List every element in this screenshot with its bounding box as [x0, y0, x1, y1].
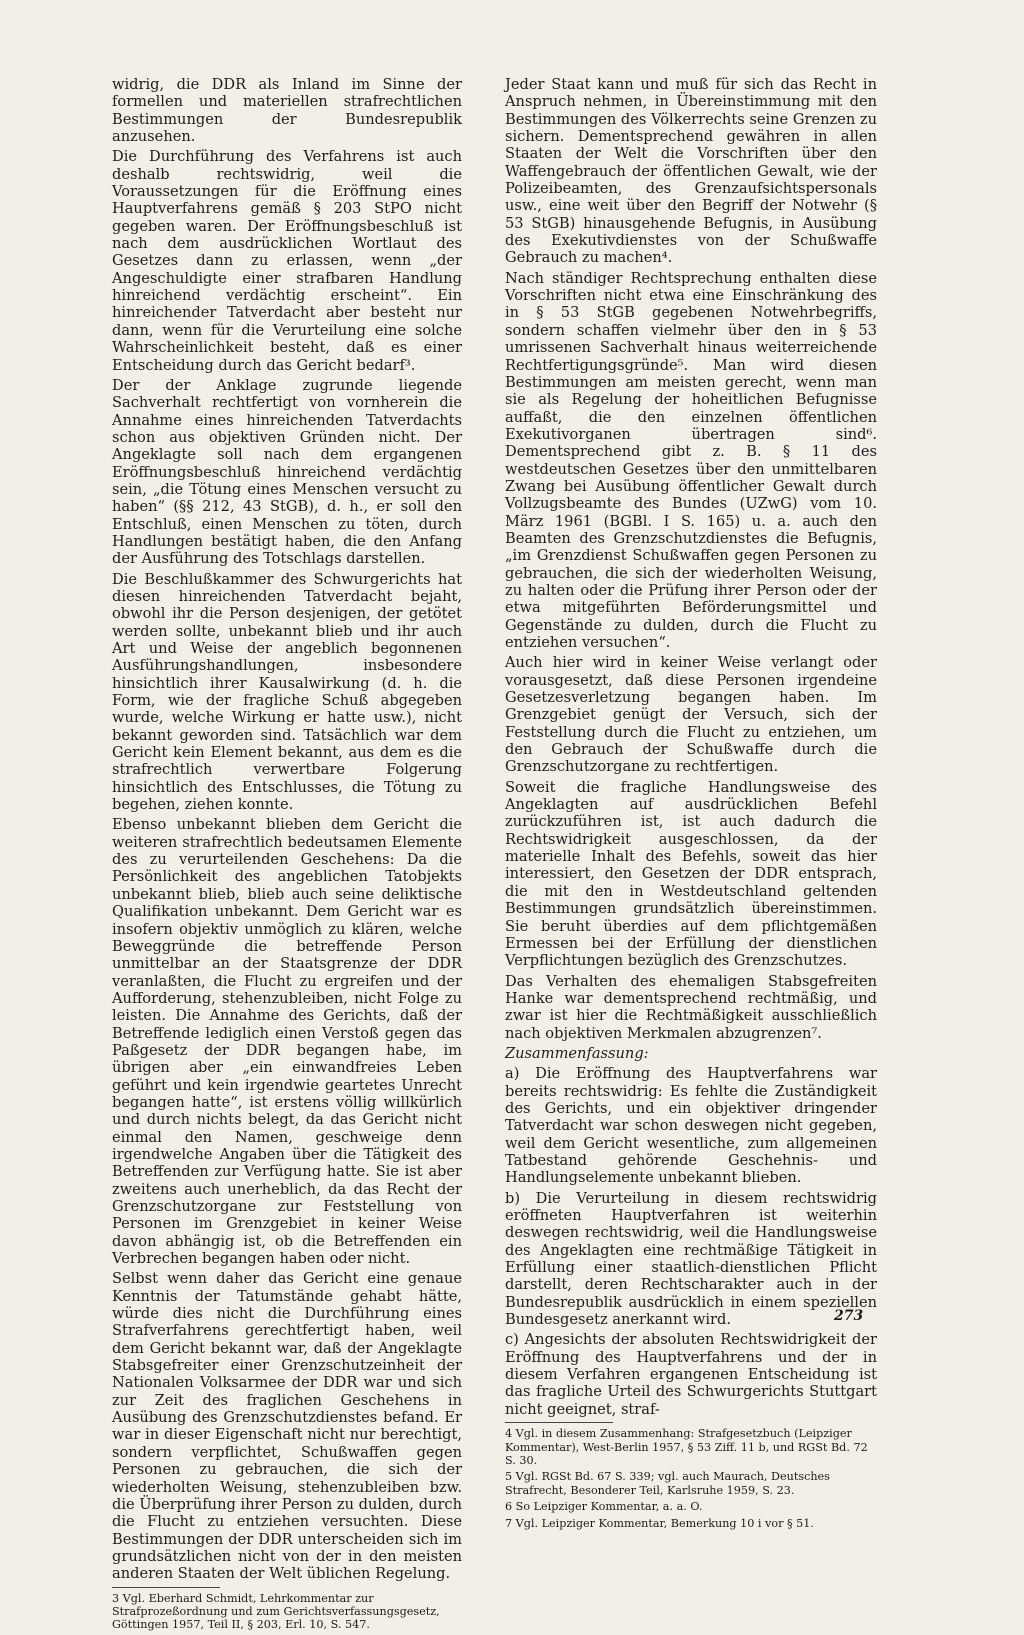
footnote-divider	[112, 1587, 220, 1588]
paragraph: Auch hier wird in keiner Weise verlangt oder vorausgesetzt, daß diese Personen irgendeine Gesetzesverletzung begangen haben. Im Grenzgebiet genügt der Versuch, sich der Feststellung durch die Flucht zu entziehen, um den Gebrauch der Schußwaffe durch die Grenzschutzorgane zu rechtfertigen.	[505, 654, 877, 776]
paragraph: widrig, die DDR als Inland im Sinne der formellen und materiellen strafrechtlichen Bestimmungen der Bundesrepublik anzusehen.	[112, 76, 462, 146]
summary-item: b) Die Verurteilung in diesem rechtswidrig eröffneten Hauptverfahren ist weiterhin deswegen rechtswidrig, weil die Handlungsweise des Angeklagten eine rechtmäßige Tätigkeit in Erfüllung einer staatlich-dienstlichen Pflicht darstellt, deren Rechtscharakter auch in der Bundesrepublik ausdrücklich in einem speziellen Bundesgesetz anerkannt wird.	[505, 1189, 877, 1329]
page-number: 273	[834, 1308, 864, 1324]
paragraph: Nach ständiger Rechtsprechung enthalten diese Vorschriften nicht etwa eine Einschränkung des in § 53 StGB gegebenen Notwehrbegriffs, sondern schaffen vielmehr über den in § 53 umrissenen Sachverhalt hinaus weiterreichende Rechtfertigungsgründe⁵. Man wird diesen Bestimmungen am meisten gerecht, wenn man sie als Regelung der hoheitlichen Befugnisse auffaßt, die den einzelnen öffentlichen Exekutivorganen übertragen sind⁶. Dementsprechend gibt z. B. § 11 des westdeutschen Gesetzes über den unmittelbaren Zwang bei Ausübung öffentlicher Gewalt durch Vollzugsbeamte des Bundes (UZwG) vom 10. März 1961 (BGBl. I S. 165) u. a. auch den Beamten des Grenzschutzdienstes die Befugnis, „im Grenzdienst Schußwaffen gegen Personen zu gebrauchen, die sich der wiederholten Weisung, zu halten oder die Prüfung ihrer Person oder der etwa mitgeführten Beförderungsmittel und Gegenstände zu dulden, durch die Flucht zu entziehen versuchen“.	[505, 269, 877, 651]
paragraph: Das Verhalten des ehemaligen Stabsgefreiten Hanke war dementsprechend rechtmäßig, und zwar ist hier die Rechtmäßigkeit ausschließlich nach objektiven Merkmalen abzugrenzen⁷.	[505, 972, 877, 1042]
summary-item: a) Die Eröffnung des Hauptverfahrens war bereits rechtswidrig: Es fehlte die Zuständigkeit des Gerichts, und ein objektiver dringender Tatverdacht war schon deswegen nicht gegeben, weil dem Gericht wesentliche, zum allgemeinen Tatbestand gehörende Geschehnis- und Handlungselemente unbekannt blieben.	[505, 1065, 877, 1187]
paragraph: Die Beschlußkammer des Schwurgerichts hat diesen hinreichenden Tatverdacht bejaht, obwohl ihr die Person desjenigen, der getötet werden sollte, unbekannt blieb und ihr auch Art und Weise der angeblich begonnenen Ausführungshandlungen, insbesondere hinsichtlich ihrer Kausalwirkung (d. h. die Form, wie der fragliche Schuß abgegeben wurde, welche Wirkung er hatte usw.), nicht bekannt geworden sind. Tatsächlich war dem Gericht kein Element bekannt, aus dem es die strafrechtlich verwertbare Folgerung hinsichtlich des Entschlusses, die Tötung zu begehen, ziehen konnte.	[112, 570, 462, 814]
paragraph: Selbst wenn daher das Gericht eine genaue Kenntnis der Tatumstände gehabt hätte, würde dies nicht die Durchführung eines Strafverfahrens gerechtfertigt haben, weil dem Gericht bekannt war, daß der Angeklagte Stabsgefreiter einer Grenzschutzeinheit der Nationalen Volksarmee der DDR war und sich zur Zeit des fraglichen Geschehens in Ausübung des Grenzschutzdienstes befand. Er war in dieser Eigenschaft nicht nur berechtigt, sondern verpflichtet, Schußwaffen gegen Personen zu gebrauchen, die sich der wiederholten Weisung, stehenzubleiben bzw. die Überprüfung ihrer Person zu dulden, durch die Flucht zu entziehen versuchten. Diese Bestimmungen der DDR unterscheiden sich im grundsätzlichen nicht von der in den meisten anderen Staaten der Welt üblichen Regelung.	[112, 1270, 462, 1583]
paragraph: Soweit die fragliche Handlungsweise des Angeklagten auf ausdrücklichen Befehl zurückzuführen ist, ist auch dadurch die Rechtswidrigkeit ausgeschlossen, da der materielle Inhalt des Befehls, soweit das hier interessiert, den Gesetzen der DDR entsprach, die mit den in Westdeutschland geltenden Bestimmungen grundsätzlich übereinstimmen. Sie beruht überdies auf dem pflichtgemäßen Ermessen bei der Erfüllung der dienstlichen Verpflichtungen bezüglich des Grenzschutzes.	[505, 778, 877, 970]
footnote: 7 Vgl. Leipziger Kommentar, Bemerkung 10 i vor § 51.	[505, 1516, 814, 1530]
footnote: 4 Vgl. in diesem Zusammenhang: Strafgesetzbuch (Leipziger Kommentar), West-Berlin 1957, § 53 Ziff. 11 b, und RGSt Bd. 72 S. 30.	[505, 1427, 868, 1467]
footnote-divider	[505, 1422, 613, 1423]
left-column	[112, 76, 462, 1635]
summary-item: c) Angesichts der absoluten Rechtswidrigkeit der Eröffnung des Hauptverfahrens und der in diesem Verfahren ergangenen Entscheidung ist das fragliche Urteil des Schwurgerichts Stuttgart nicht geeignet, straf-	[505, 1331, 877, 1418]
footnote: 3 Vgl. Eberhard Schmidt, Lehrkommentar zur Strafprozeßordnung und zum Gerichtsverfassungsgesetz, Göttingen 1957, Teil II, § 203, Erl. 10, S. 547.	[112, 1591, 440, 1632]
paragraph: Die Durchführung des Verfahrens ist auch deshalb rechtswidrig, weil die Voraussetzungen für die Eröffnung eines Hauptverfahrens gemäß § 203 StPO nicht gegeben waren. Der Eröffnungsbeschluß ist nach dem ausdrücklichen Wortlaut des Gesetzes dann zu erlassen, wenn „der Angeschuldigte einer strafbaren Handlung hinreichend verdächtig erscheint“. Ein hinreichender Tatverdacht aber besteht nur dann, wenn für die Verurteilung eine solche Wahrscheinlichkeit besteht, daß es einer Entscheidung durch das Gericht bedarf³.	[112, 148, 462, 374]
footnote: 5 Vgl. RGSt Bd. 67 S. 339; vgl. auch Maurach, Deutsches Strafrecht, Besonderer Teil, Karlsruhe 1959, S. 23.	[505, 1470, 830, 1497]
summary-heading: Zusammenfassung:	[505, 1044, 649, 1062]
footnote: 6 So Leipziger Kommentar, a. a. O.	[505, 1500, 703, 1514]
paragraph: Der der Anklage zugrunde liegende Sachverhalt rechtfertigt von vornherein die Annahme eines hinreichenden Tatverdachts schon aus objektiven Gründen nicht. Der Angeklagte soll nach dem ergangenen Eröffnungsbeschluß hinreichend verdächtig sein, „die Tötung eines Menschen versucht zu haben“ (§§ 212, 43 StGB), d. h., er soll den Entschluß, einen Menschen zu töten, durch Handlungen bestätigt haben, die den Anfang der Ausführung des Totschlags darstellen.	[112, 376, 462, 568]
right-column	[505, 76, 877, 1533]
paragraph: Ebenso unbekannt blieben dem Gericht die weiteren strafrechtlich bedeutsamen Elemente des zu verurteilenden Geschehens: Da die Persönlichkeit des angeblichen Tatobjekts unbekannt blieb, blieb auch seine deliktische Qualifikation unbekannt. Dem Gericht war es insofern objektiv unmöglich zu klären, welche Beweggründe die betreffende Person unmittelbar an der Staatsgrenze der DDR veranlaßten, die Flucht zu ergreifen und der Aufforderung, stehenzubleiben, nicht Folge zu leisten. Die Annahme des Gerichts, daß der Betreffende lediglich einen Verstoß gegen das Paßgesetz der DDR begangen habe, im übrigen aber „ein einwandfreies Leben geführt und kein irgendwie geartetes Unrecht begangen hatte“, ist erstens völlig willkürlich und durch nichts belegt, da das Gericht nicht einmal den Namen, geschweige denn irgendwelche Angaben über die Tätigkeit des Betreffenden zur Verfügung hatte. Sie ist aber zweitens auch unerheblich, da das Recht der Grenzschutzorgane zur Feststellung von Personen im Grenzgebiet in keiner Weise davon abhängig ist, ob die Betreffenden ein Verbrechen begangen haben oder nicht.	[112, 816, 462, 1268]
paragraph: Jeder Staat kann und muß für sich das Recht in Anspruch nehmen, in Übereinstimmung mit den Bestimmungen des Völkerrechts seine Grenzen zu sichern. Dementsprechend gewähren in allen Staaten der Welt die Vorschriften über den Waffengebrauch der öffentlichen Gewalt, wie der Polizeibeamten, des Grenzaufsichtspersonals usw., eine weit über den Begriff der Notwehr (§ 53 StGB) hinausgehende Befugnis, in Ausübung des Exekutivdienstes von der Schußwaffe Gebrauch zu machen⁴.	[505, 76, 877, 267]
